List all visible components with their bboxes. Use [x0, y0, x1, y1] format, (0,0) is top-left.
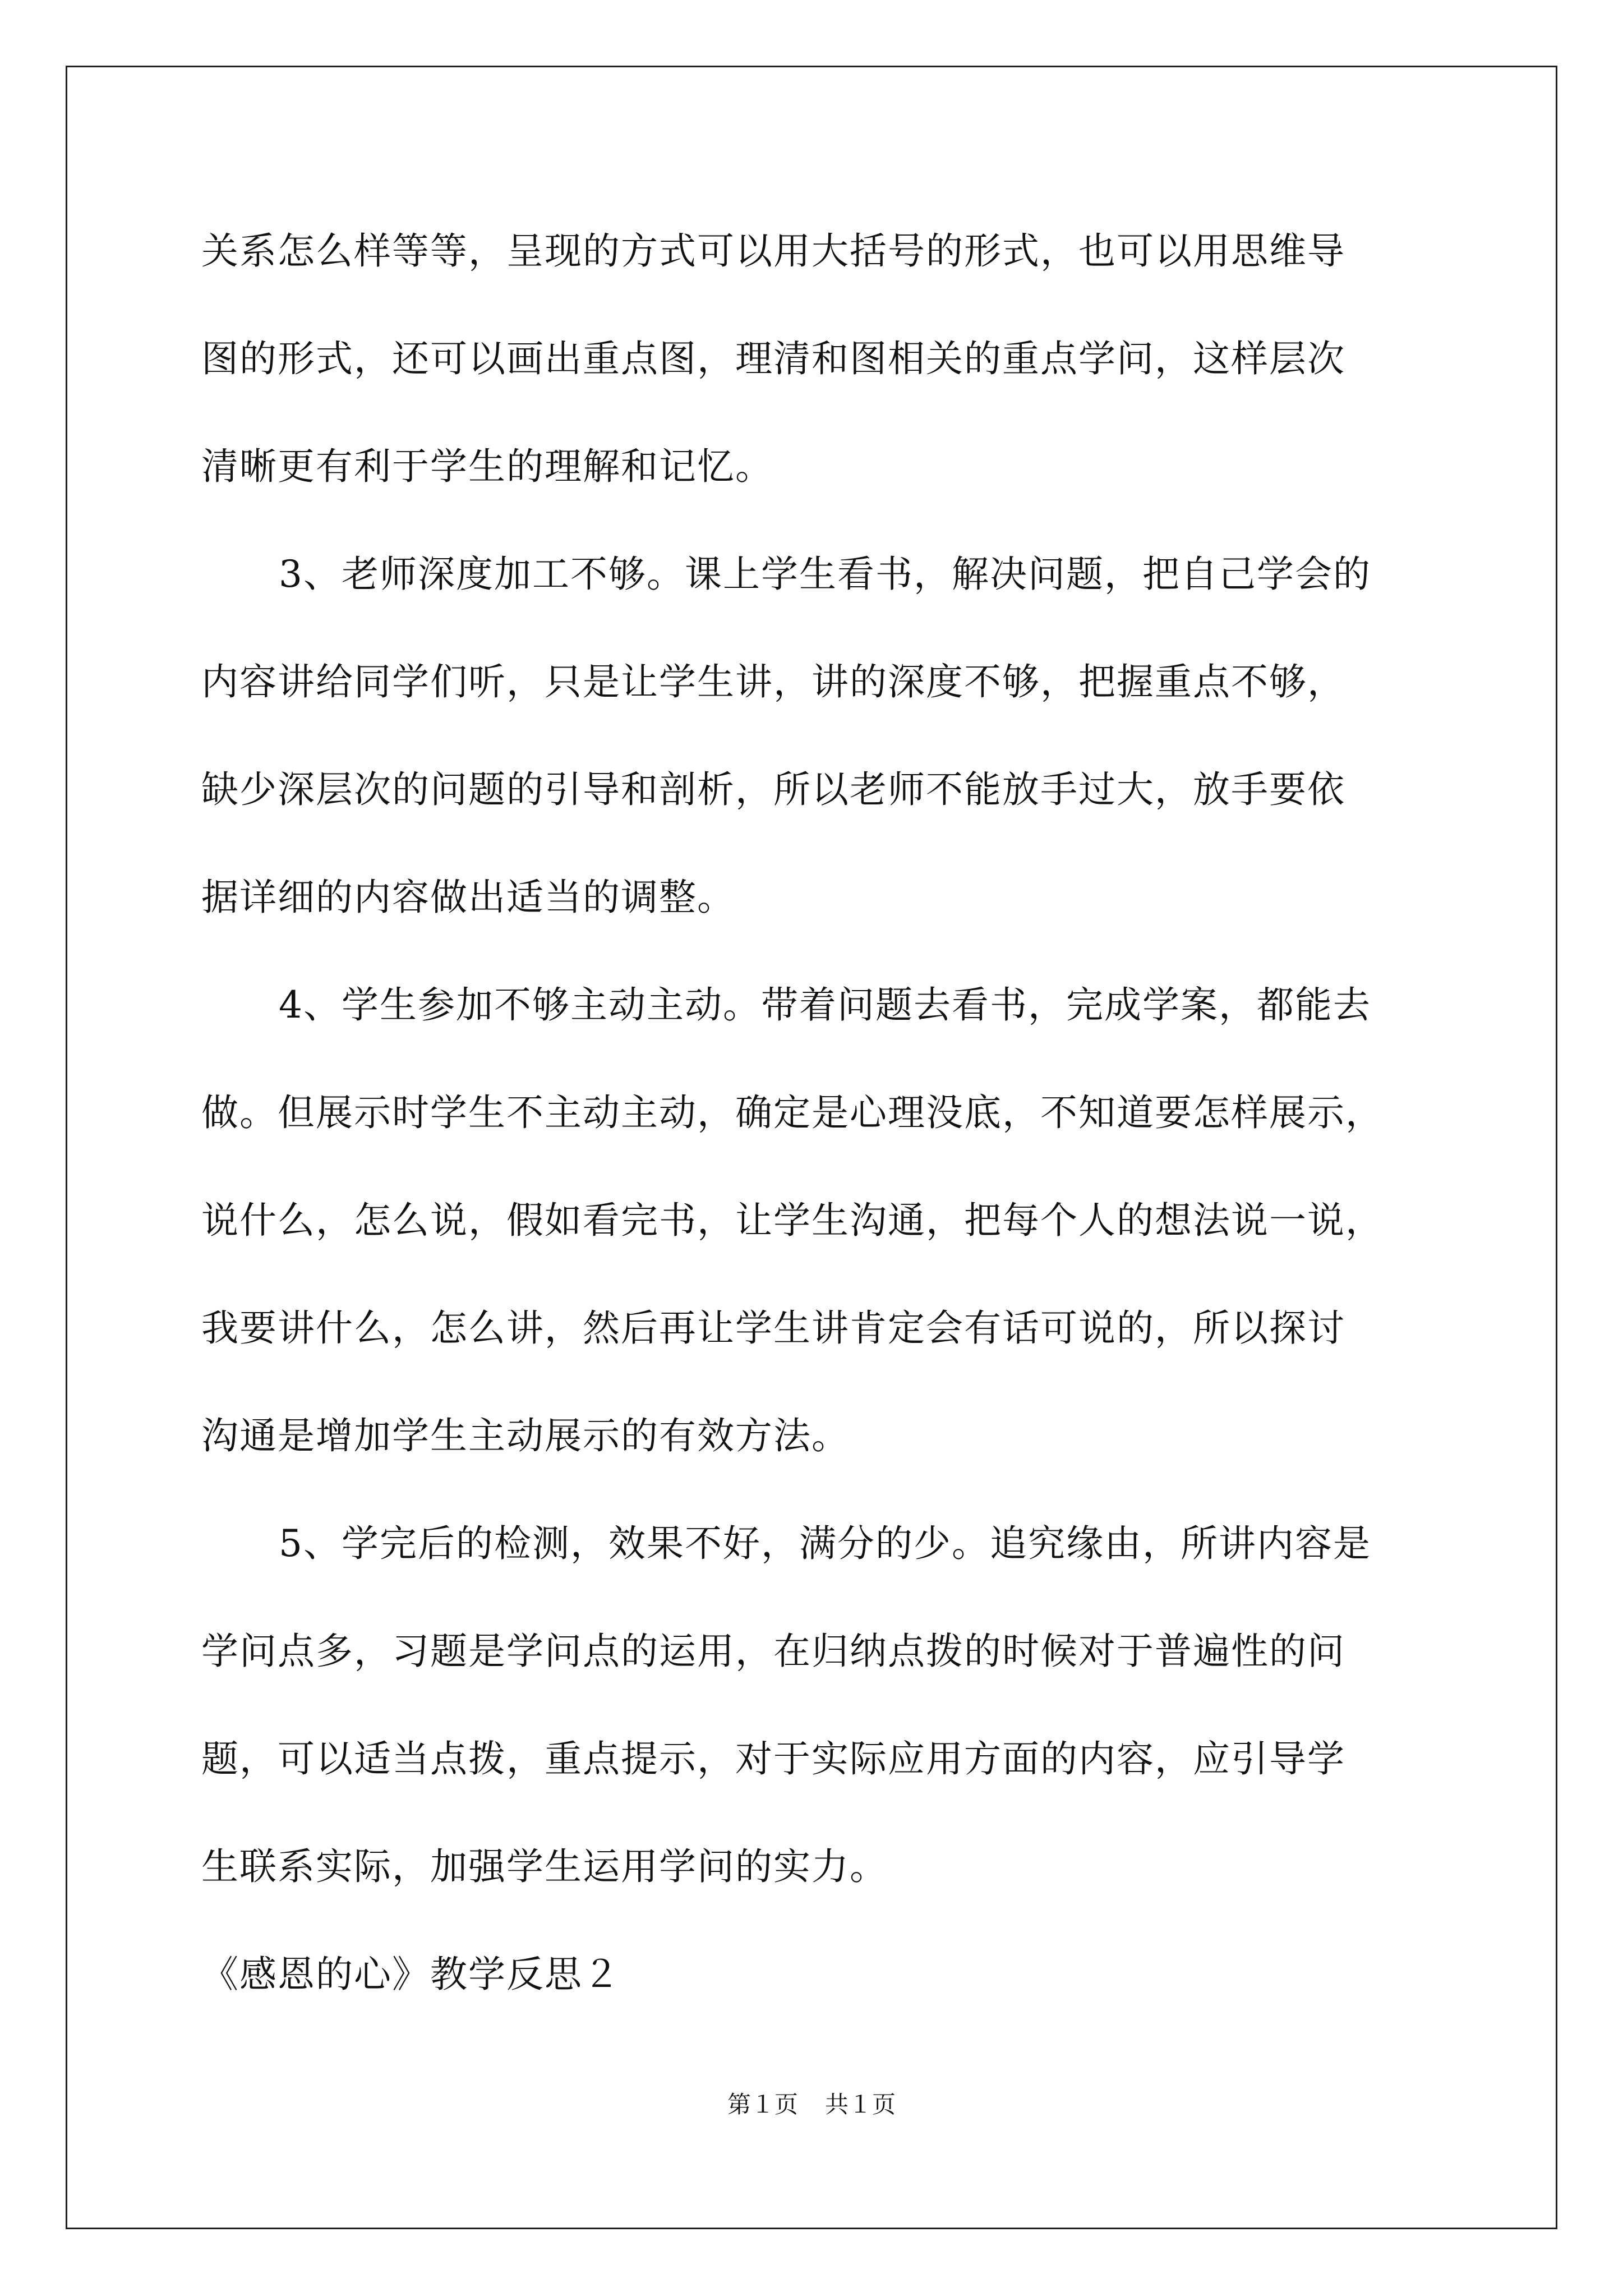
- paragraph-line: 做。但展示时学生不主动主动，确定是心理没底，不知道要怎样展示，: [201, 1091, 1384, 1134]
- paragraph-line: 清晰更有利于学生的理解和记忆。: [201, 445, 773, 488]
- paragraph-line: 沟通是增加学生主动展示的有效方法。: [201, 1414, 850, 1457]
- paragraph-line: 关系怎么样等等，呈现的方式可以用大括号的形式，也可以用思维导: [201, 229, 1345, 273]
- paragraph-line: 说什么，怎么说，假如看完书，让学生沟通，把每个人的想法说一说，: [201, 1199, 1384, 1242]
- paragraph-line: 3、老师深度加工不够。课上学生看书，解决问题，把自己学会的: [279, 553, 1371, 596]
- paragraph-line: 学问点多，习题是学问点的运用，在归纳点拨的时候对于普遍性的问: [201, 1630, 1345, 1673]
- page-number: 第１页: [727, 2091, 798, 2118]
- paragraph-line: 缺少深层次的问题的引导和剖析，所以老师不能放手过大，放手要依: [201, 768, 1345, 811]
- paragraph-line: 我要讲什么，怎么讲，然后再让学生讲肯定会有话可说的，所以探讨: [201, 1306, 1345, 1350]
- paragraph-line: 5、学完后的检测，效果不好，满分的少。追究缘由，所讲内容是: [279, 1522, 1371, 1565]
- page-total: 共１页: [825, 2091, 896, 2118]
- section-title: 《感恩的心》教学反思２: [201, 1953, 621, 1996]
- paragraph-line: 生联系实际，加强学生运用学问的实力。: [201, 1845, 888, 1888]
- paragraph-line: 题，可以适当点拨，重点提示，对于实际应用方面的内容，应引导学: [201, 1737, 1345, 1780]
- paragraph-line: 图的形式，还可以画出重点图，理清和图相关的重点学问，这样层次: [201, 337, 1345, 380]
- paragraph-line: 4、学生参加不够主动主动。带着问题去看书，完成学案，都能去: [279, 983, 1371, 1027]
- page-border: [66, 66, 1557, 2229]
- page-footer: [0, 2088, 1623, 2122]
- paragraph-line: 内容讲给同学们听，只是让学生讲，讲的深度不够，把握重点不够，: [201, 660, 1345, 703]
- paragraph-line: 据详细的内容做出适当的调整。: [201, 876, 735, 919]
